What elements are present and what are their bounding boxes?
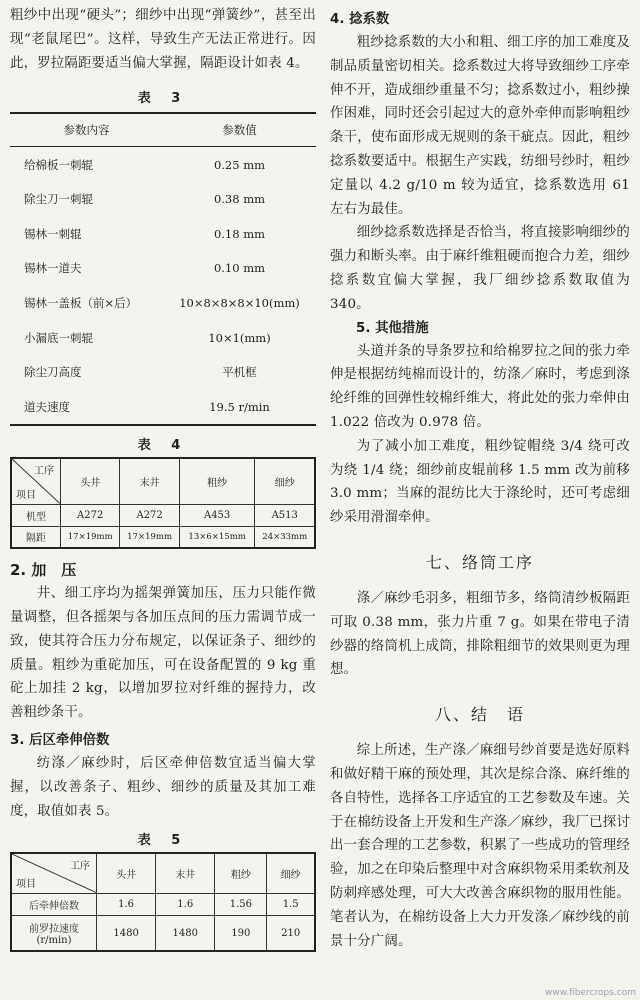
section4-paragraph-2: 细纱捻系数选择是否恰当，将直接影响细纱的强力和断头率。由于麻纤维粗硬而抱合力差，细纱捻系数宜偏大掌握，我厂细纱捻系数取值为 340。 [330,225,630,312]
table3 [10,112,316,426]
table5-column-header: 头井 [97,853,156,893]
table4-column-header: 末井 [120,458,179,504]
table3-param: 给棉板一刺辊 [24,157,93,172]
table3-header: 参数内容 [10,113,163,147]
chapter8-paragraph: 综上所述，生产涤／麻细号纱首要是选好原料和做好精干麻的预处理，其次是综合涤、麻纤维的各自特性，选择各工序适宜的工艺参数及车速。关于在棉纺设备上开发和生产涤／麻纱，我厂已探讨出一套合理的工艺参数，积累了一些成功的管理经验，加之在印染后整理中对含麻织物采用柔软剂及防刺痒感处理，可大大改善含麻织物的服用性能。笔者认为，在棉纺设备上大力开发涤／麻纱线的前景十分广阔。 [330,743,630,949]
chapter7-heading: 七、络筒工序 [425,552,534,572]
table4-cell: 17×19mm [120,526,179,548]
table5-corner-top: 工序 [70,861,90,873]
chapter7-paragraph: 涤／麻纱毛羽多，粗细节多，络筒清纱板隔距可取 0.38 mm，张力片重 7 g。如果在带电子清纱器的络筒机上成筒，排除粗细节的效果则更为理想。 [330,590,630,678]
table4-corner-cell [11,458,61,504]
table5-cell: 210 [267,915,315,951]
table5-header-row [11,853,315,893]
table5 [10,852,316,952]
table5-row-label: 后牵伸倍数 [11,893,97,915]
table-row [10,217,316,252]
table-row [10,355,316,390]
table-row [11,915,315,951]
section5-paragraph-2: 为了减小加工难度，粗纱锭帽绕 3/4 绕可改为绕 1/4 绕；细纱前皮辊前移 1.5 mm 改为前移 3.0 mm；当麻的混纺比大于涤纶时，还可考虑细纱采用滑溜牵伸。 [330,438,630,526]
table5-cell: 1480 [97,915,156,951]
table3-param: 除尘刀高度 [24,365,82,380]
section5-paragraph-1: 头道并条的导条罗拉和给棉罗拉之间的张力牵伸是根据纺纯棉而设计的，纺涤／麻时，考虑到涤纶纤维的回弹性较棉纤维大，将此处的张力牵伸由 1.022 倍改为 0.978 倍。 [330,343,630,430]
table5-corner-bottom: 项目 [16,878,36,890]
table5-cell: 1480 [156,915,215,951]
table5-cell: 1.6 [156,893,215,915]
intro-paragraph: 粗纱中出现“硬头”；细纱中出现“弹簧纱”，甚至出现“老鼠尾巴”。这样，导致生产无法正常进行。因此，罗拉隔距要适当偏大掌握，隔距设计如表 4。 [10,8,316,71]
table5-column-header: 末井 [156,853,215,893]
table4-row-label: 机型 [11,504,61,526]
table4-corner-top: 工序 [34,466,54,478]
table3-value: 平机框 [222,365,257,380]
table3-value: 10×1(mm) [208,330,271,345]
table3-param: 道夫速度 [24,399,70,414]
section4-heading: 4. 捻系数 [330,12,390,27]
table-row [10,182,316,217]
table5-column-header: 细纱 [267,853,315,893]
table-row [10,320,316,355]
table5-cell: 1.6 [97,893,156,915]
table-row [11,893,315,915]
table4-column-header: 细纱 [255,458,315,504]
table5-cell: 1.56 [215,893,267,915]
table-row [11,504,315,526]
watermark: www.fibercrops.com [545,988,636,998]
table4-column-header: 粗纱 [179,458,255,504]
table3-param: 小漏底一刺辊 [24,330,93,345]
table-row [11,526,315,548]
table4-cell: A453 [179,504,255,526]
table4 [10,457,316,549]
table3-value: 19.5 r/min [209,399,270,414]
table3-value: 0.38 mm [213,192,266,207]
table4-corner-bottom: 项目 [16,489,36,501]
table-row [10,147,316,182]
section2-heading: 2. 加 压 [10,561,77,580]
section3-paragraph: 纺涤／麻纱时，后区牵伸倍数宜适当偏大掌握，以改善条子、粗纱、细纱的质量及其加工难度，取值如表 5。 [10,755,316,819]
table-row [10,390,316,426]
section5-heading: 5. 其他措施 [356,320,429,336]
table3-param: 锡林一道夫 [24,261,82,276]
left-column [10,0,316,952]
table3-param: 锡林一刺辊 [24,226,82,241]
table4-cell: 17×19mm [61,526,120,548]
table-row [10,251,316,286]
right-column [330,0,630,953]
table5-corner-cell [11,853,97,893]
table3-header: 参数值 [163,113,316,147]
table5-cell: 1.5 [267,893,315,915]
table4-cell: A513 [255,504,315,526]
table4-header-row [11,458,315,504]
section3-heading: 3. 后区牵伸倍数 [10,732,110,748]
table4-title: 表 4 [137,438,189,454]
table5-cell: 190 [215,915,267,951]
table4-cell: 24×33mm [255,526,315,548]
table3-value: 0.10 mm [213,261,266,276]
section4-paragraph-1: 粗纱捻系数的大小和粗、细工序的加工难度及制品质量密切相关。捻系数过大将导致细纱工序牵伸不开，造成细纱重量不匀；捻系数过小，粗纱操作困难，同时还会引起过大的意外牵伸而影响粗纱条干，使布面形成无规则的条干疵点。因此，粗纱捻系数要适中。根据生产实践，纺细号纱时，粗纱定量以 4.2 g/10 m 较为适宜，捻系数选用 61 左右为最佳。 [330,35,630,217]
table4-cell: 13×6×15mm [179,526,255,548]
table4-cell: A272 [120,504,179,526]
table3-title: 表 3 [137,91,189,107]
table3-param: 锡林一盖板（前×后） [24,296,138,311]
table5-column-header: 粗纱 [215,853,267,893]
table4-cell: A272 [61,504,120,526]
table3-header-row [10,113,316,147]
table4-column-header: 头井 [61,458,120,504]
section2-paragraph: 井、细工序均为摇架弹簧加压，压力只能作微量调整，但各摇架与各加压点间的压力需调节成一致，使其符合压力分布规定，以保证条子、细纱的质量。粗纱为重砣加压，可在设备配置的 9 kg 重砣上加挂 2 kg，以增加罗拉对纤维的握持力，改善粗纱条干。 [10,586,316,721]
table5-row-label: 前罗拉速度 (r/min) [11,915,97,951]
table3-value: 0.25 mm [213,157,266,172]
table-row [10,286,316,321]
table3-param: 除尘刀一刺辊 [24,192,93,207]
chapter8-heading: 八、结 语 [434,705,525,725]
table5-title: 表 5 [137,833,189,849]
table4-row-label: 隔距 [11,526,61,548]
table3-value: 0.18 mm [213,226,266,241]
table3-value: 10×8×8×8×10(mm) [179,296,300,311]
